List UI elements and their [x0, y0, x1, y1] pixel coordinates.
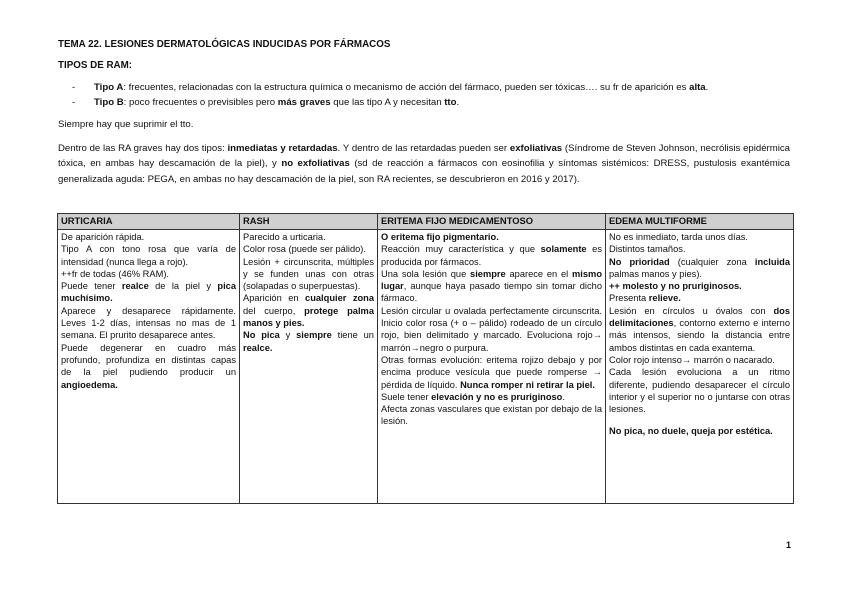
text-run: No es inmediato, tarda unos días.: [609, 232, 749, 242]
cell-paragraph: [243, 292, 374, 329]
text-run: Otras formas evolución: eritema rojizo debajo y por encima produce vesícula que puede romperse → pérdida de líquido.: [381, 354, 602, 390]
cell-paragraph: [61, 305, 236, 342]
tipo-a-emph: alta: [689, 82, 706, 93]
bold-run: ++ molesto y no pruriginosos.: [609, 281, 742, 292]
cell-paragraph: [381, 243, 602, 268]
bold-run: realce: [121, 281, 149, 292]
header-eritema: ERITEMA FIJO MEDICAMENTOSO: [378, 214, 606, 230]
text-run: Puede tener: [61, 281, 122, 292]
cell-paragraph: [609, 425, 790, 437]
text-run: , aunque haya pasado tiempo sin tomar dicho fármaco.: [381, 281, 602, 304]
cell-paragraph: [243, 329, 374, 354]
cell-edema: [606, 230, 794, 504]
table-row: [58, 230, 794, 504]
text-run: aparece en el: [505, 268, 573, 279]
text-run: Cada lesión evoluciona a un ritmo diferente, pudiendo desaparecer el círculo interior y el superior no o juntarse con otras lesiones.: [609, 367, 790, 415]
text-run: Puede degenerar en cuadro más profundo, profundiza en distintas capas de la piel pudiendo producir un: [61, 342, 236, 378]
text-run: Tipo A con tono rosa que varía de intensidad (nunca llega a rojo).: [61, 244, 236, 267]
text-run: De aparición rápida.: [61, 232, 145, 242]
tipo-a-label: Tipo A: [94, 82, 124, 93]
text-run: .: [562, 391, 565, 402]
cell-paragraph: [243, 243, 374, 255]
cell-paragraph: [609, 243, 790, 255]
bold-run: No pica: [243, 330, 280, 341]
cell-paragraph: [61, 342, 236, 391]
document-title: TEMA 22. LESIONES DERMATOLÓGICAS INDUCIDAS POR FÁRMACOS: [58, 39, 391, 50]
ram-types-list: [72, 80, 792, 110]
cell-paragraph: [381, 305, 602, 354]
p2-text-3: (Síndrome de Steven Johnson, necrólisis epidérmica tóxica, en ambas hay descamación de la piel), y: [58, 143, 791, 170]
ram-comparison-table: [57, 213, 794, 504]
text-run: Aparece y desaparece rápidamente. Leves 1-2 días, intensas no mas de 1 semana. El prurito desaparece antes.: [61, 305, 236, 341]
bold-run: incluida: [754, 256, 791, 267]
tipo-b-text: : poco frecuentes o previsibles pero: [123, 97, 278, 108]
text-run: Suele tener: [381, 391, 432, 402]
cell-paragraph: [609, 256, 790, 281]
cell-paragraph: [609, 292, 790, 304]
header-urticaria: URTICARIA: [58, 214, 240, 230]
bold-run: No pica, no duele, queja por estética.: [609, 426, 773, 437]
text-run: Presenta: [609, 293, 649, 304]
text-run: palmas manos y pies).: [609, 268, 703, 279]
text-run: Afecta zonas vasculares que existan por debajo de la lesión.: [381, 404, 602, 427]
tipo-b-tail: que las tipo A y necesitan: [330, 97, 445, 108]
cell-paragraph: [381, 268, 602, 305]
text-run: , contorno externo e interno más intensos, siendo la distancia entre ambos distintas en cada exantema.: [609, 318, 790, 353]
text-run: es producida por fármacos.: [381, 244, 602, 267]
tipo-a-tail: .: [705, 82, 709, 93]
ram-types-heading: TIPOS DE RAM:: [58, 60, 133, 71]
p2-bold-3: no exfoliativas: [281, 158, 350, 170]
bold-run: protege palma manos y pies.: [243, 305, 374, 329]
cell-paragraph: [243, 231, 374, 243]
cell-paragraph: [609, 366, 790, 415]
bold-run: dos delimitaciones: [609, 305, 790, 329]
text-run: Parecido a urticaria.: [243, 232, 326, 242]
cell-paragraph: [381, 231, 602, 243]
text-run: Lesión + circunscrita, múltiples y se funden unas con otras (solapadas o superpuestas).: [243, 256, 374, 292]
tipo-b-emph: más graves: [277, 97, 331, 108]
paragraph-severe-ra: [58, 141, 790, 187]
bold-run: angioedema.: [61, 379, 118, 390]
text-run: Una sola lesión que: [381, 268, 471, 279]
tipo-b-emph2: tto: [444, 97, 457, 108]
text-run: Lesión en círculos u óvalos con: [609, 305, 774, 316]
text-run: (cualquier zona: [669, 256, 755, 267]
cell-urticaria: [58, 230, 240, 504]
cell-paragraph: [609, 231, 790, 243]
text-run: y: [279, 330, 297, 341]
tipo-b-label: Tipo B: [94, 97, 124, 108]
cell-paragraph: [381, 391, 602, 403]
text-run: ++fr de todas (46% RAM).: [61, 268, 169, 279]
text-run: Aparición en: [243, 293, 306, 304]
cell-eritema: [378, 230, 606, 504]
bold-run: Nunca romper ni retirar la piel.: [460, 379, 595, 390]
text-run: de la piel y: [148, 281, 218, 292]
cell-paragraph: [609, 280, 790, 292]
p2-text-4: (sd de reacción a fármacos con eosinofilia y síntomas sistémicos: DRESS, pustulosis exantémica generalizada aguda: PEGA, en ambas no hay descamación de la piel, son RA recientes, se descubrieron en 2016 y 2017).: [58, 158, 790, 185]
bold-run: realce.: [243, 342, 273, 353]
cell-paragraph: [609, 305, 790, 354]
text-run: Color rojo intenso→ marrón o nacarado.: [609, 354, 775, 365]
bold-run: mismo lugar: [381, 268, 602, 292]
bold-run: O eritema fijo pigmentario.: [381, 232, 499, 242]
cell-paragraph: [381, 354, 602, 391]
bold-run: pica muchísimo.: [61, 281, 236, 304]
p2-bold-2: exfoliativas: [509, 143, 563, 154]
bullet-dash: -: [72, 97, 76, 108]
cell-paragraph: [61, 268, 236, 280]
text-run: Reacción muy característica y que: [381, 244, 541, 255]
header-edema: EDEMA MULTIFORME: [606, 214, 794, 230]
cell-paragraph: [61, 280, 236, 305]
p2-bold-1: inmediatas y retardadas: [227, 143, 338, 154]
bold-run: cualquier zona: [305, 293, 375, 304]
bullet-dash: -: [72, 82, 76, 93]
cell-paragraph: [61, 231, 236, 243]
tipo-b-tail2: .: [456, 97, 460, 108]
text-run: tiene un: [331, 330, 374, 341]
cell-paragraph: [381, 403, 602, 428]
cell-paragraph: [243, 256, 374, 293]
list-item-tipo-b: [72, 95, 792, 110]
paragraph-suppress: Siempre hay que suprimir el tto.: [58, 119, 194, 130]
p2-text-1: Dentro de las RA graves hay dos tipos:: [58, 143, 228, 154]
bold-run: siempre: [296, 330, 332, 341]
cell-paragraph: [609, 354, 790, 366]
cell-rash: [240, 230, 378, 504]
text-run: Lesión circular u ovalada perfectamente circunscrita. Inicio color rosa (+ o – pálido) rodeado de un círculo rojo, bien delimitado y marcado. Evoluciona rojo→ marrón→negro o purpura.: [381, 305, 602, 353]
text-run: del cuerpo,: [243, 305, 305, 316]
bold-run: relieve.: [648, 293, 681, 304]
bold-run: elevación y no es pruriginoso: [431, 391, 563, 402]
table-header-row: [58, 214, 794, 230]
bold-run: solamente: [540, 244, 587, 255]
bold-run: siempre: [470, 268, 506, 279]
text-run: Distintos tamaños.: [609, 244, 686, 255]
list-item-tipo-a: [72, 80, 792, 95]
page-number: 1: [786, 540, 792, 550]
tipo-a-text: : frecuentes, relacionadas con la estructura química o mecanismo de acción del fármaco, pueden ser tóxicas…. su fr de aparición es: [123, 82, 690, 93]
header-rash: RASH: [240, 214, 378, 230]
cell-paragraph: [61, 243, 236, 268]
text-run: Color rosa (puede ser pálido).: [243, 244, 366, 255]
bold-run: No prioridad: [609, 256, 670, 267]
p2-text-2: . Y dentro de las retardadas pueden ser: [337, 143, 510, 154]
